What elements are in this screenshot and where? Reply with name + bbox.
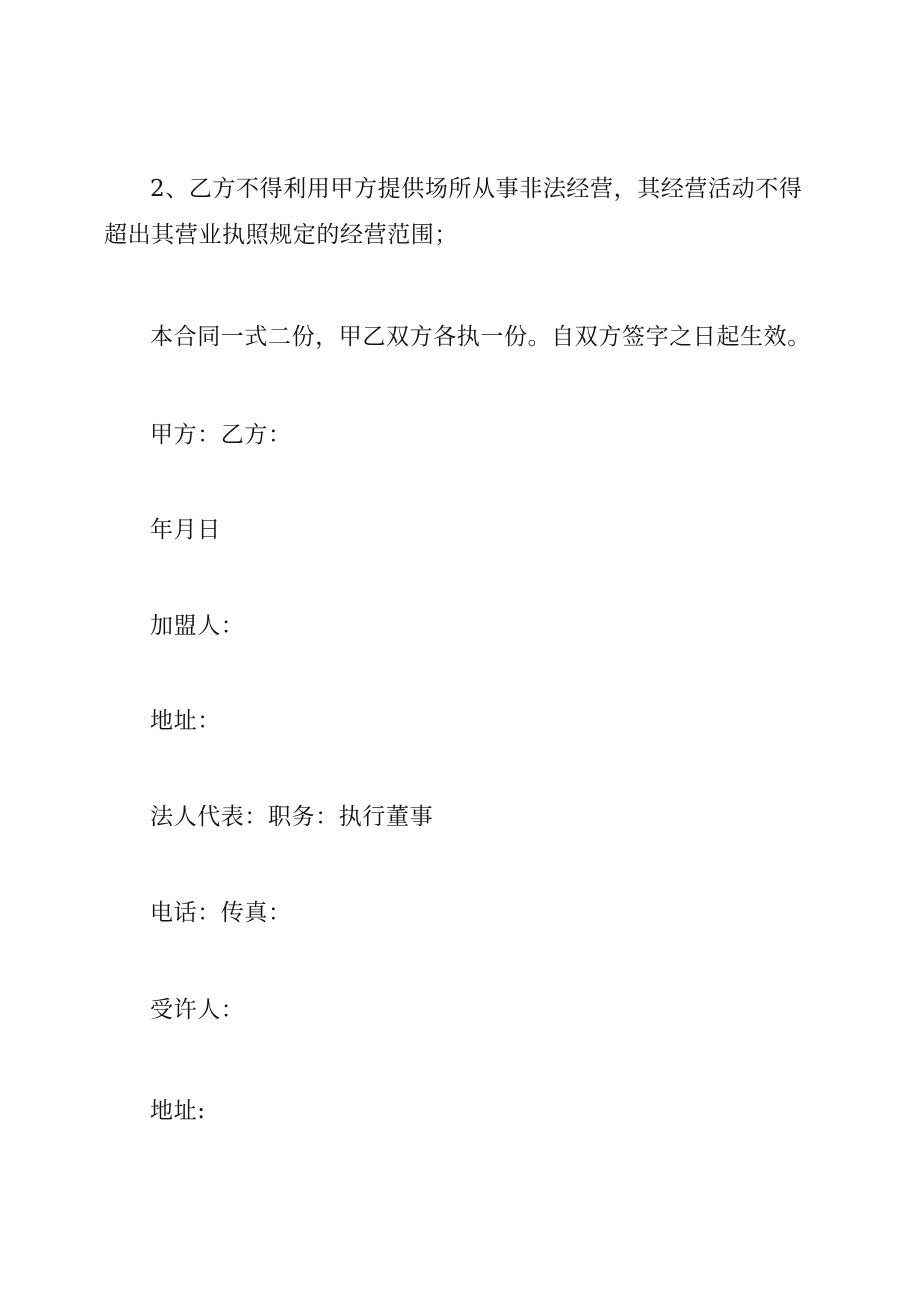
party-signature-line: 甲方：乙方： [150, 422, 292, 448]
franchisee-label: 加盟人： [150, 613, 245, 639]
legal-representative-line: 法人代表：职务：执行董事 [150, 804, 434, 830]
licensee-label: 受许人： [150, 997, 245, 1023]
address-label-2: 地址: [150, 1098, 206, 1124]
date-line: 年月日 [150, 517, 221, 543]
phone-fax-line: 电话：传真： [150, 900, 292, 926]
address-label: 地址： [150, 708, 221, 734]
copies-clause: 本合同一式二份，甲乙双方各执一份。自双方签字之日起生效。 [150, 324, 811, 350]
clause-2-paragraph: 2、乙方不得利用甲方提供场所从事非法经营，其经营活动不得超出其营业执照规定的经营范围； [104, 176, 803, 248]
